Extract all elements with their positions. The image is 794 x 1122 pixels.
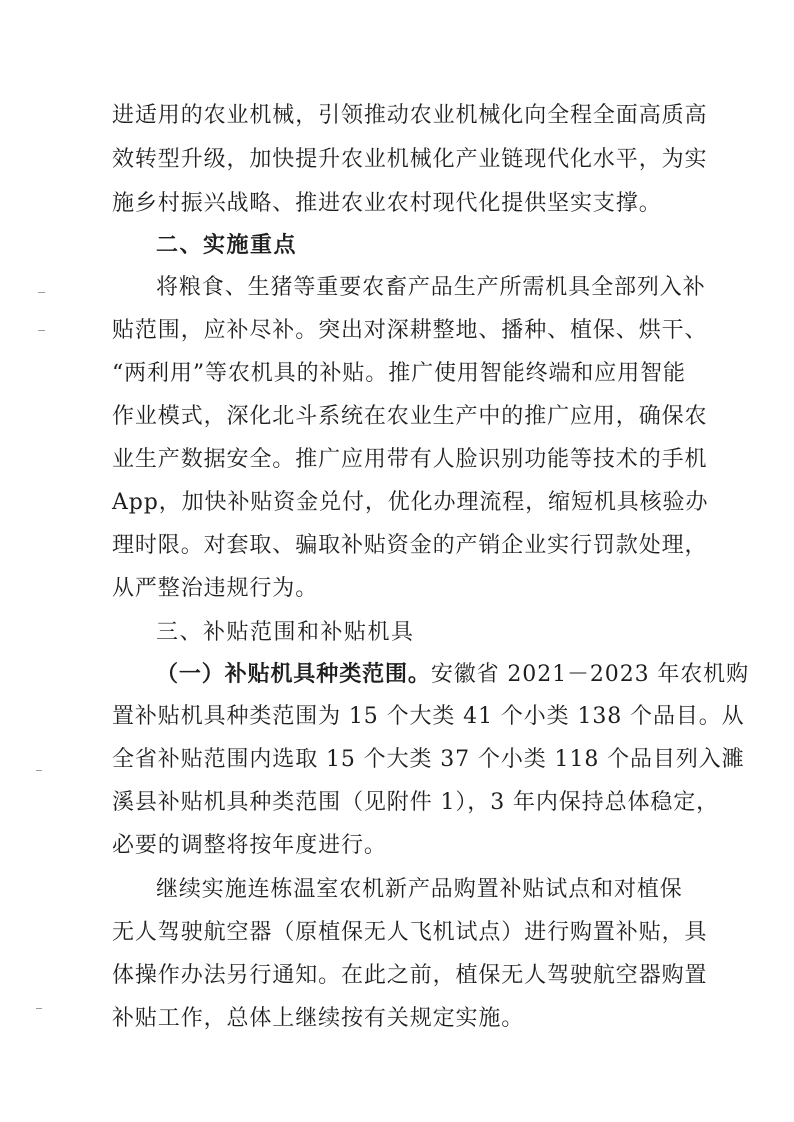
body-text-line: 置补贴机具种类范围为 15 个大类 41 个小类 138 个品目。从 [112,704,745,729]
body-text-line: 作业模式，深化北斗系统在农业生产中的推广应用，确保农 [112,404,708,429]
section-heading: 三、补贴范围和补贴机具 [156,620,415,645]
scan-mark [38,292,45,293]
body-text-line: 继续实施连栋温室农机新产品购置补贴试点和对植保 [156,877,683,902]
scan-mark [38,330,45,331]
subsection-first-line [156,655,749,695]
section-heading: 二、实施重点 [156,233,298,258]
body-text-line: 进适用的农业机械，引领推动农业机械化向全程全面高质高 [112,103,708,128]
body-text-line: 效转型升级，加快提升农业机械化产业链现代化水平，为实 [112,147,708,172]
scan-mark [36,770,42,771]
body-text-line: 从严整治违规行为。 [112,576,319,601]
body-text-line: 将粮食、生猪等重要农畜产品生产所需机具全部列入补 [156,275,706,300]
body-text-line: 业生产数据安全。推广应用带有人脸识别功能等技术的手机 [112,447,708,472]
body-text-line: 无人驾驶航空器（原植保无人飞机试点）进行购置补贴，具 [112,920,708,945]
body-text-line: App，加快补贴资金兑付，优化办理流程，缩短机具核验办 [112,490,709,515]
body-text-line: 全省补贴范围内选取 15 个大类 37 个小类 118 个品目列入濉 [112,747,745,772]
body-text-line: 必要的调整将按年度进行。 [112,833,387,858]
scan-mark [36,1008,42,1009]
body-text-line: 溪县补贴机具种类范围（见附件 1），3 年内保持总体稳定， [112,790,720,815]
body-text-line: 体操作办法另行通知。在此之前，植保无人驾驶航空器购置 [112,963,708,988]
body-text-line: “两利用”等农机具的补贴。推广使用智能终端和应用智能 [112,361,686,386]
body-text-line: 理时限。对套取、骗取补贴资金的产销企业实行罚款处理， [112,533,708,558]
body-text-line: 补贴工作，总体上继续按有关规定实施。 [112,1006,525,1031]
body-text-line: 施乡村振兴战略、推进农业农村现代化提供坚实支撑。 [112,191,662,216]
body-text-line: 贴范围，应补尽补。突出对深耕整地、播种、植保、烘干、 [112,318,708,343]
subsection-lead-rest: 安徽省 2021－2023 年农机购 [430,662,749,687]
subsection-lead: （一）补贴机具种类范围。 [156,662,431,687]
